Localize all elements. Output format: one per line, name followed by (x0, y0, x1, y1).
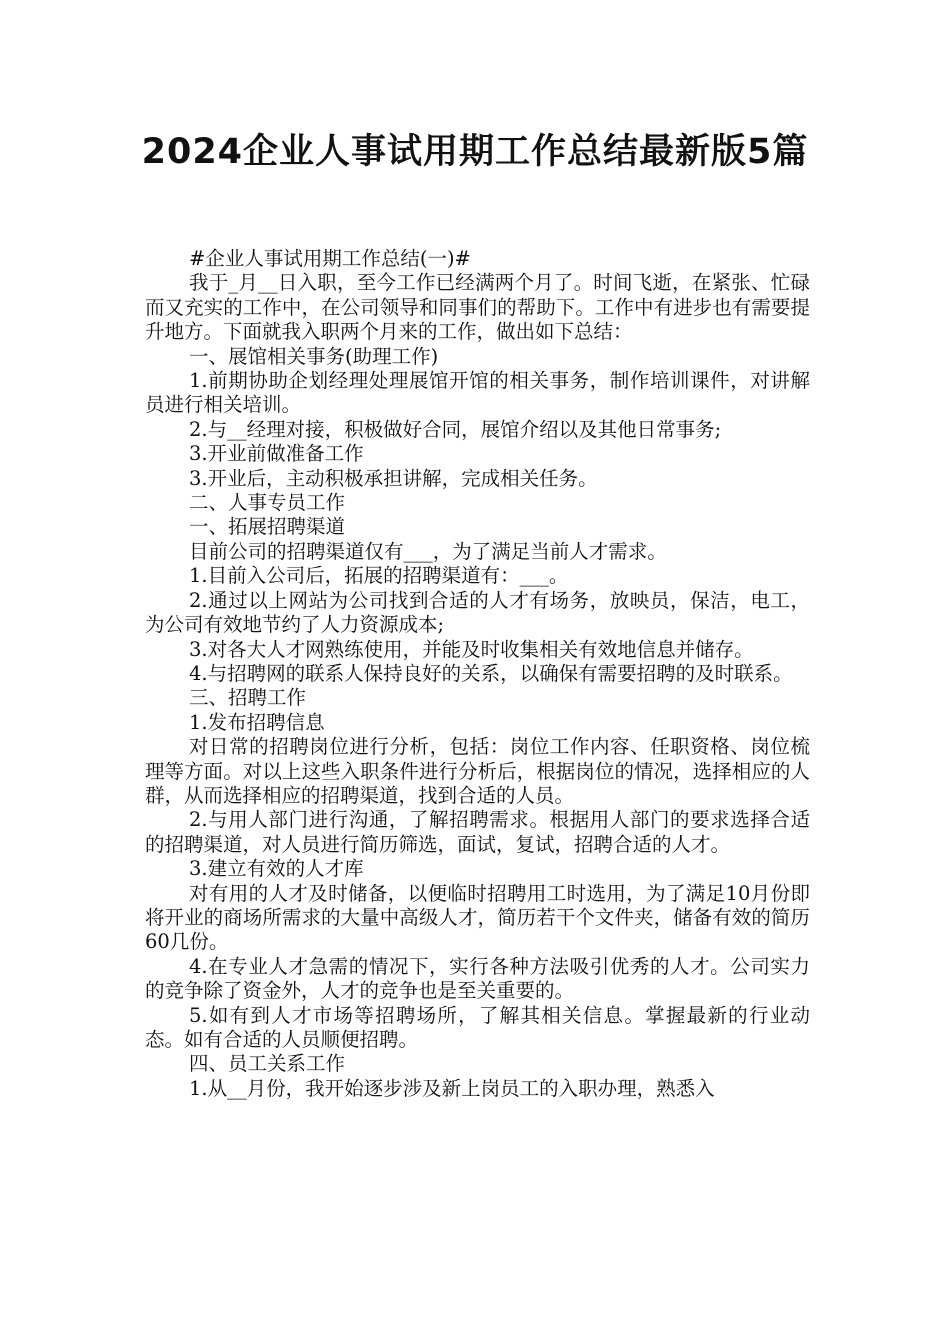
section-heading: 三、招聘工作 (189, 686, 307, 710)
paragraph: 对日常的招聘岗位进行分析，包括：岗位工作内容、任职资格、岗位梳理等方面。对以上这些入职条件进行分析后，根据岗位的情况，选择相应的人群，从而选择相应的招聘渠道，找到合适的人员。 (145, 735, 810, 807)
section-heading: 一、拓展招聘渠道 (189, 515, 346, 539)
section-heading: #企业人事试用期工作总结(一)# (189, 247, 471, 270)
list-item: 5.如有到人才市场等招聘场所，了解其相关信息。掌握最新的行业动态。如有合适的人员顺便招聘。 (145, 1003, 810, 1051)
paragraph: 目前公司的招聘渠道仅有___，为了满足当前人才需求。 (189, 539, 667, 563)
list-item: 4.与招聘网的联系人保持良好的关系，以确保有需要招聘的及时联系。 (189, 661, 793, 685)
list-item: 4.在专业人才急需的情况下，实行各种方法吸引优秀的人才。公司实力的竞争除了资金外，人才的竞争也是至关重要的。 (145, 954, 810, 1003)
list-item: 2.通过以上网站为公司找到合适的人才有场务，放映员，保洁，电工，为公司有效地节约了人力资源成本; (145, 588, 810, 637)
paragraph: 我于_月__日入职，至今工作已经满两个月了。时间飞逝，在紧张、忙碌而又充实的工作中，在公司领导和同事们的帮助下。工作中有进步也有需要提升地方。下面就我入职两个月来的工作，做出如下总结： (145, 271, 810, 344)
list-item: 1.发布招聘信息 (189, 710, 325, 734)
list-item: 3.建立有效的人才库 (189, 857, 364, 881)
section-heading: 四、员工关系工作 (189, 1052, 346, 1076)
section-heading: 二、人事专员工作 (189, 491, 346, 515)
document-title: 2024企业人事试用期工作总结最新版5篇 (141, 132, 809, 172)
list-item: 3.开业前做准备工作 (189, 442, 364, 466)
list-item: 2.与用人部门进行沟通，了解招聘需求。根据用人部门的要求选择合适的招聘渠道，对人员进行简历筛选，面试，复试，招聘合适的人才。 (145, 808, 810, 856)
document-body (145, 247, 810, 1101)
list-item: 3.开业后，主动积极承担讲解，完成相关任务。 (189, 466, 598, 490)
list-item: 1.前期协助企划经理处理展馆开馆的相关事务，制作培训课件，对讲解员进行相关培训。 (145, 369, 810, 417)
list-item: 2.与__经理对接，积极做好合同，展馆介绍以及其他日常事务; (189, 417, 722, 441)
paragraph: 对有用的人才及时储备，以便临时招聘用工时选用，为了满足10月份即将开业的商场所需求的大量中高级人才，简历若干个文件夹，储备有效的简历60几份。 (145, 881, 810, 954)
list-item: 1.从__月份，我开始逐步涉及新上岗员工的入职办理，熟悉入 (189, 1076, 715, 1100)
list-item: 1.目前入公司后，拓展的招聘渠道有：___。 (189, 564, 569, 588)
section-heading: 一、展馆相关事务(助理工作) (189, 344, 439, 368)
list-item: 3.对各大人才网熟练使用，并能及时收集相关有效地信息并储存。 (189, 637, 754, 661)
